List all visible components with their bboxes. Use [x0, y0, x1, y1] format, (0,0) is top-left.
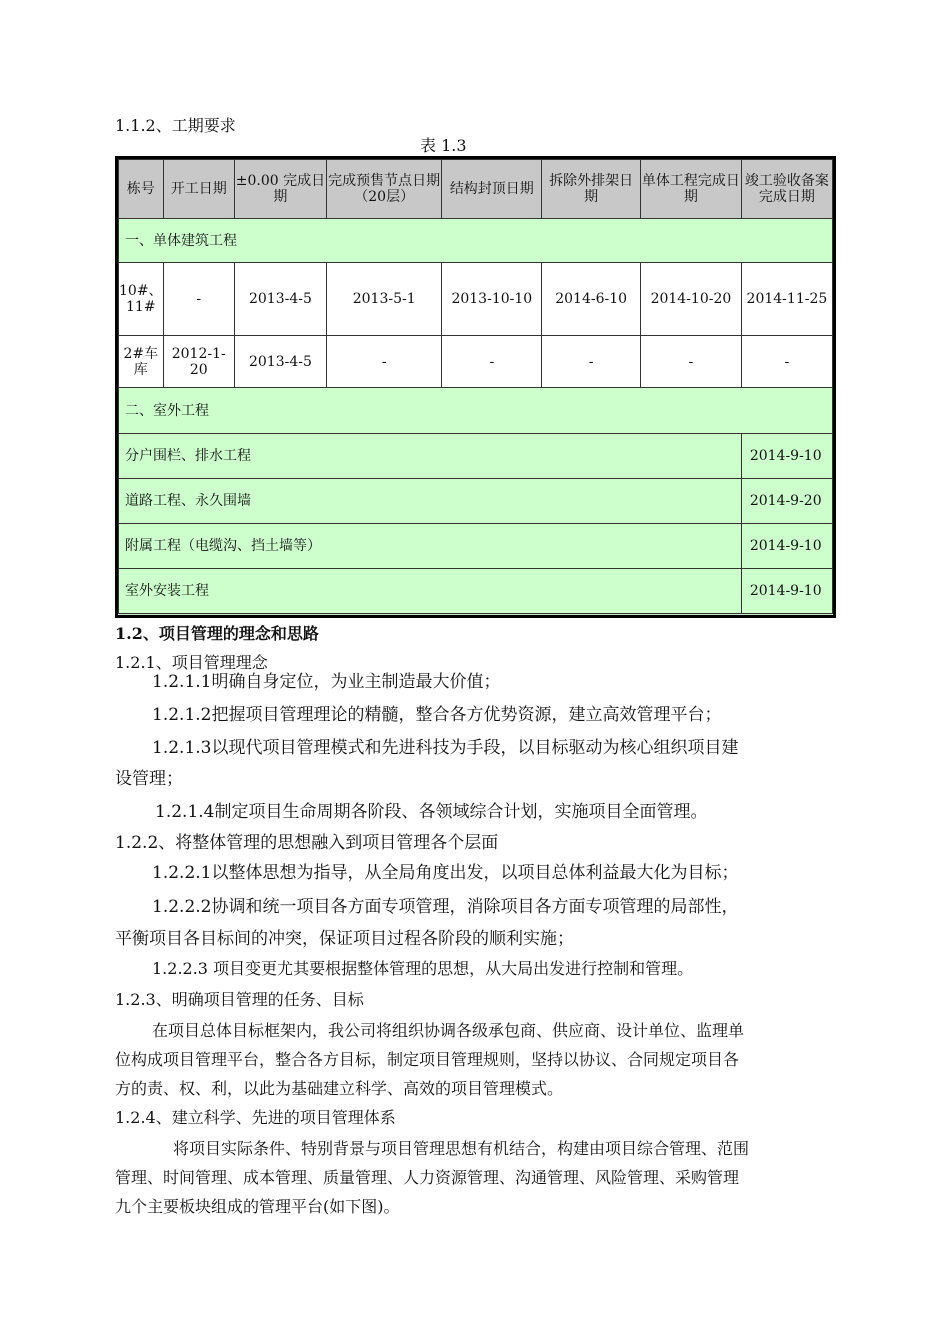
group-label-buildings: 一、单体建筑工程 — [119, 219, 833, 263]
cell-topping-out: - — [442, 336, 542, 388]
paragraph-1-2-1-3-line1: 1.2.1.3以现代项目管理模式和先进科技为手段，以目标驱动为核心组织项目建 — [152, 738, 739, 758]
paragraph-1-2-4-line3: 九个主要板块组成的管理平台(如下图)。 — [115, 1197, 400, 1216]
header-acceptance-filing-date: 竣工验收备案完成日期 — [741, 160, 832, 219]
cell-presale: 2013-5-1 — [326, 263, 441, 336]
outdoor-item-name: 分户围栏、排水工程 — [119, 434, 742, 479]
paragraph-1-2-3-line3: 方的责、权、利，以此为基础建立科学、高效的项目管理模式。 — [115, 1079, 564, 1098]
outdoor-row — [119, 479, 833, 524]
header-topping-out-date: 结构封顶日期 — [442, 160, 542, 219]
outdoor-item-name: 附属工程（电缆沟、挡土墙等） — [119, 524, 742, 569]
header-building-no: 栋号 — [119, 160, 164, 219]
header-scaffold-removal-date: 拆除外排架日期 — [542, 160, 641, 219]
schedule-table — [115, 156, 836, 618]
cell-building: 2#车库 — [119, 336, 164, 388]
cell-building: 10#、11# — [119, 263, 164, 336]
table-header-row — [119, 160, 833, 219]
cell-presale: - — [326, 336, 441, 388]
group-label-outdoor: 二、室外工程 — [119, 388, 833, 434]
paragraph-1-2-2-2-line2: 平衡项目各目标间的冲突，保证项目过程各阶段的顺利实施； — [115, 929, 574, 949]
paragraph-1-2-1-1: 1.2.1.1明确自身定位，为业主制造最大价值； — [152, 672, 501, 692]
paragraph-1-2-1-4: 1.2.1.4制定项目生命周期各阶段、各领域综合计划，实施项目全面管理。 — [155, 802, 708, 822]
outdoor-item-date: 2014-9-10 — [741, 524, 832, 569]
header-presale-node-date: 完成预售节点日期（20层） — [326, 160, 441, 219]
section-heading-1-2-1: 1.2.1、项目管理理念 — [115, 653, 268, 672]
header-start-date: 开工日期 — [163, 160, 234, 219]
outdoor-row — [119, 524, 833, 569]
section-heading-1-2: 1.2、项目管理的理念和思路 — [115, 624, 319, 643]
cell-start: 2012-1-20 — [163, 336, 234, 388]
paragraph-1-2-1-2: 1.2.1.2把握项目管理理论的精髓，整合各方优势资源，建立高效管理平台； — [152, 705, 722, 725]
section-heading-1-2-2: 1.2.2、将整体管理的思想融入到项目管理各个层面 — [115, 833, 499, 853]
outdoor-item-date: 2014-9-20 — [741, 479, 832, 524]
paragraph-1-2-1-3-line2: 设管理； — [115, 769, 183, 789]
cell-scaffold-removal: - — [542, 336, 641, 388]
cell-scaffold-removal: 2014-6-10 — [542, 263, 641, 336]
paragraph-1-2-3-line2: 位构成项目管理平台，整合各方目标，制定项目管理规则，坚持以协议、合同规定项目各 — [115, 1050, 740, 1069]
cell-acceptance: 2014-11-25 — [741, 263, 832, 336]
header-zero-level-date: ±0.00 完成日期 — [234, 160, 326, 219]
cell-zero-level: 2013-4-5 — [234, 263, 326, 336]
table-row — [119, 263, 833, 336]
outdoor-item-name: 室外安装工程 — [119, 569, 742, 614]
paragraph-1-2-2-1: 1.2.2.1以整体思想为指导，从全局角度出发，以项目总体利益最大化为目标； — [152, 863, 739, 883]
cell-unit-completion: - — [641, 336, 742, 388]
paragraph-1-2-4-line1: 将项目实际条件、特别背景与项目管理思想有机结合，构建由项目综合管理、范围 — [173, 1139, 750, 1158]
group-row-buildings — [119, 219, 833, 263]
outdoor-row — [119, 569, 833, 614]
cell-unit-completion: 2014-10-20 — [641, 263, 742, 336]
paragraph-1-2-4-line2: 管理、时间管理、成本管理、质量管理、人力资源管理、沟通管理、风险管理、采购管理 — [115, 1168, 740, 1187]
paragraph-1-2-2-2-line1: 1.2.2.2协调和统一项目各方面专项管理，消除项目各方面专项管理的局部性， — [152, 897, 739, 917]
section-heading-1-1-2: 1.1.2、工期要求 — [115, 116, 236, 135]
table-row — [119, 336, 833, 388]
paragraph-1-2-3-line1: 在项目总体目标框架内，我公司将组织协调各级承包商、供应商、设计单位、监理单 — [152, 1021, 745, 1040]
section-heading-1-2-3: 1.2.3、明确项目管理的任务、目标 — [115, 990, 364, 1009]
cell-acceptance: - — [741, 336, 832, 388]
outdoor-item-name: 道路工程、永久围墙 — [119, 479, 742, 524]
outdoor-item-date: 2014-9-10 — [741, 569, 832, 614]
outdoor-row — [119, 434, 833, 479]
group-row-outdoor — [119, 388, 833, 434]
cell-zero-level: 2013-4-5 — [234, 336, 326, 388]
outdoor-item-date: 2014-9-10 — [741, 434, 832, 479]
header-unit-completion-date: 单体工程完成日期 — [641, 160, 742, 219]
table-caption: 表 1.3 — [420, 136, 467, 155]
cell-topping-out: 2013-10-10 — [442, 263, 542, 336]
cell-start: - — [163, 263, 234, 336]
section-heading-1-2-4: 1.2.4、建立科学、先进的项目管理体系 — [115, 1108, 396, 1127]
paragraph-1-2-2-3: 1.2.2.3 项目变更尤其要根据整体管理的思想，从大局出发进行控制和管理。 — [152, 959, 694, 978]
